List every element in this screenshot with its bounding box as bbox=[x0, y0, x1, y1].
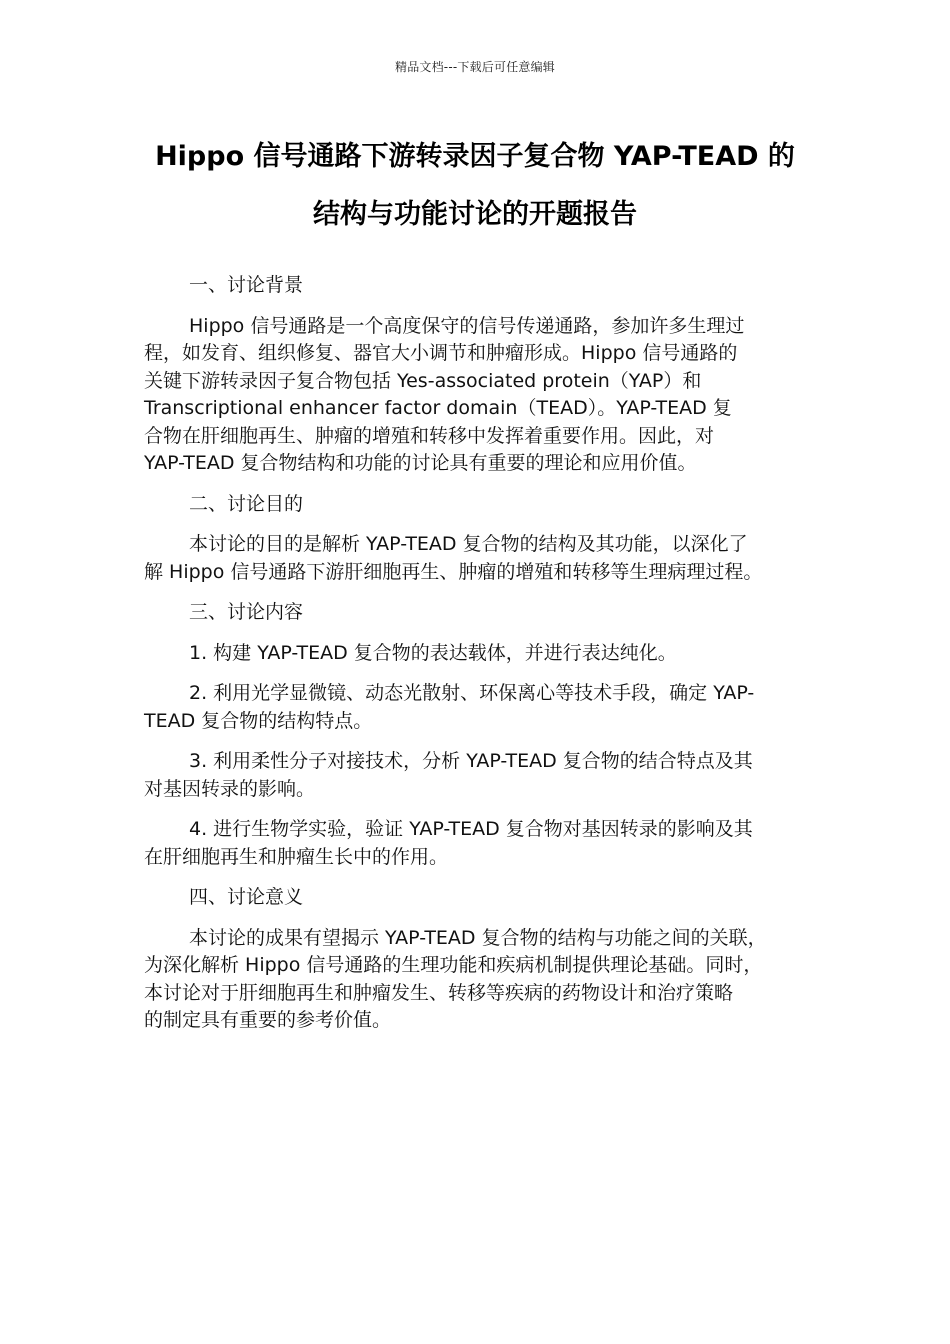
paragraph-line: 本讨论的成果有望揭示 YAP-TEAD 复合物的结构与功能之间的关联， bbox=[189, 926, 767, 949]
content-item-4 bbox=[144, 816, 806, 871]
header-note: 精品文档---下载后可任意编辑 bbox=[395, 60, 555, 74]
title-line-1: Hippo 信号通路下游转录因子复合物 YAP-TEAD 的 bbox=[155, 141, 795, 172]
paragraph-line: 解 Hippo 信号通路下游肝细胞再生、肿瘤的增殖和转移等生理病理过程。 bbox=[144, 560, 763, 583]
document-title bbox=[100, 128, 850, 244]
paragraph-line: 2. 利用光学显微镜、动态光散射、环保离心等技术手段，确定 YAP- bbox=[189, 682, 755, 704]
significance-paragraph bbox=[144, 925, 806, 1035]
paragraph-line: 在肝细胞再生和肿瘤生长中的作用。 bbox=[144, 845, 449, 868]
paragraph-line: 为深化解析 Hippo 信号通路的生理功能和疾病机制提供理论基础。同时， bbox=[144, 954, 763, 976]
paragraph-line: 关键下游转录因子复合物包括 Yes-associated protein（YAP）和 bbox=[144, 369, 702, 392]
paragraph-line: 合物在肝细胞再生、肿瘤的增殖和转移中发挥着重要作用。因此，对 bbox=[144, 424, 715, 447]
paragraph-line: 对基因转录的影响。 bbox=[144, 777, 316, 800]
paragraph-line: 的制定具有重要的参考价值。 bbox=[144, 1009, 392, 1031]
paragraph-line: 1. 构建 YAP-TEAD 复合物的表达载体，并进行表达纯化。 bbox=[189, 641, 677, 664]
paragraph-line: 4. 进行生物学实验，验证 YAP-TEAD 复合物对基因转录的影响及其 bbox=[189, 818, 753, 840]
section-heading-content: 三、讨论内容 bbox=[189, 601, 304, 623]
paragraph-line: Hippo 信号通路是一个高度保守的信号传递通路，参加许多生理过 bbox=[189, 314, 745, 337]
paragraph-line: 本讨论对于肝细胞再生和肿瘤发生、转移等疾病的药物设计和治疗策略 bbox=[144, 981, 734, 1004]
paragraph-line: 程，如发育、组织修复、器官大小调节和肿瘤形成。Hippo 信号通路的 bbox=[144, 342, 738, 364]
document-body bbox=[144, 272, 806, 1048]
paragraph-line: TEAD 复合物的结构特点。 bbox=[144, 709, 373, 732]
section-heading-background: 一、讨论背景 bbox=[189, 274, 304, 296]
section-heading-purpose: 二、讨论目的 bbox=[189, 492, 304, 515]
paragraph-line: 本讨论的目的是解析 YAP-TEAD 复合物的结构及其功能，以深化了 bbox=[189, 533, 748, 555]
content-item-2 bbox=[144, 680, 806, 735]
paragraph-line: YAP-TEAD 复合物结构和功能的讨论具有重要的理论和应用价值。 bbox=[144, 452, 697, 474]
paragraph-line: 3. 利用柔性分子对接技术，分析 YAP-TEAD 复合物的结合特点及其 bbox=[189, 750, 753, 772]
content-item-1 bbox=[144, 640, 806, 668]
paragraph-line: Transcriptional enhancer factor domain（TEAD）。YAP-TEAD 复 bbox=[144, 397, 732, 419]
section-heading-significance: 四、讨论意义 bbox=[189, 886, 304, 908]
purpose-paragraph bbox=[144, 531, 806, 586]
background-paragraph bbox=[144, 313, 806, 478]
title-line-2: 结构与功能讨论的开题报告 bbox=[313, 199, 637, 230]
content-item-3 bbox=[144, 748, 806, 803]
